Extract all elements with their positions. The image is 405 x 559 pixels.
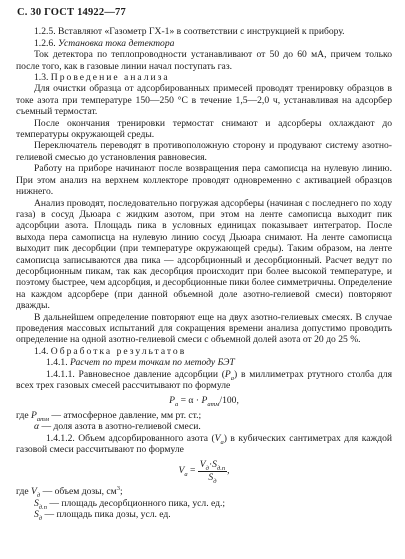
paragraph-1-4-1-1: 1.4.1.1. Равновесное давление адсорбции $(P_a)$ в миллиметрах ртутного столба для всех трех газовых смесей рассчитывают по формуле xyxy=(16,368,392,391)
paragraph-switch: Переключатель переводят в противоположную сторону и продувают систему азотно-гелиевой смесью до установления равновесия. xyxy=(16,140,392,163)
section-title: Расчет по трем точкам по методу БЭТ xyxy=(70,357,235,369)
definition-s-dp: $S_{д.п}$ — площадь десорбционного пика, усл. ед.; xyxy=(34,497,226,511)
formula-fraction: $\frac{V_д\cdot S_{д.п}}{S_д}$ xyxy=(199,459,226,485)
paragraph-1-2-5: 1.2.5. Вставляют «Газометр ГХ-1» в соответствии с инструкцией к прибору. xyxy=(34,26,345,38)
section-number: 1.4. xyxy=(34,345,49,357)
paragraph-1-4-1 xyxy=(16,357,392,368)
page-header: С. 30 ГОСТ 14922—77 xyxy=(17,7,126,18)
section-title: Установка тока детектора xyxy=(58,37,175,49)
section-number: 1.3. xyxy=(34,72,49,84)
definition-s-d: $S_д$ — площадь пика дозы, усл. ед. xyxy=(34,509,171,522)
paragraph-start-work: Работу на приборе начинают после возвращения пера самописца на нулевую линию. При этом анализ на верхнем коллекторе проводят одновременно с активацией образцов нижнего. xyxy=(16,163,392,198)
paragraph-1-4-1-2: 1.4.1.2. Объем адсорбированного азота $(V_a)$ в кубических сантиметрах для каждой газовой смеси рассчитывают по формуле xyxy=(16,432,393,456)
section-number: 1.2.6. xyxy=(34,37,56,49)
section-title: Обработка результатов xyxy=(50,345,187,357)
definition-v-d: где $V_д$ — объем дозы, $см^3$; xyxy=(16,485,123,500)
definition-alpha: α — доля азота в азотно-гелиевой смеси. xyxy=(34,421,201,433)
definition-p-atm: где $P_{атм}$ — атмосферное давление, мм рт. ст.; xyxy=(16,409,202,423)
paragraph-sample-cleaning: Для очистки образца от адсорбированных примесей проводят тренировку образцов в токе азота при температуре 150—250 °С в течение 1,5—2,0 ч, устанавливая на адсорбер съемный термостат. xyxy=(16,83,392,118)
section-title: Проведение анализа xyxy=(50,72,170,84)
paragraph-1-2-6 xyxy=(16,38,392,49)
paragraph-cooling: После окончания тренировки термостат снимают и адсорберы охлаждают до температуры окружающей среды. xyxy=(16,117,392,141)
formula-equilibrium-pressure: $P_a = \alpha \cdot P_{атм}/100$, xyxy=(169,395,239,409)
paragraph-analysis: Анализ проводят, последовательно погружая адсорберы (начиная с последнего по ходу газа) в сосуд Дьюара с жидким азотом, при этом на ленте самописца выходит пик адсорбции азота. Площадь пика в условных единицах показывает интегратор. После выхода пера самописца на нулевую линию сосуд Дьюара снимают. На ленте самописца выходит пик десорбции (при температуре окружающей среды). Таким образом, на ленте самописца записываются два пика — адсорбционный и десорбционный. Расчет ведут по десорбционным пикам, так как десорбция происходит при более высокой температуре, и поэтому быстрее, чем адсорбция, и десорбционные пики более симметричны. Определение на каждом адсорбере (при данной объемной доле азотно-гелиевой смеси) повторяют дважды. xyxy=(16,197,392,312)
paragraph-repeat: В дальнейшем определение повторяют еще на двух азотно-гелиевых смесях. В случае проведения массовых испытаний для сокращения времени анализа допустимо проводить определение на одной азотно-гелиевой смеси с объемной долей азота от 20 до 25 %. xyxy=(16,311,392,346)
paragraph-detector-current: Ток детектора по теплопроводности устанавливают от 50 до 60 мА, причем только после того, как в газовые линии начал поступать газ. xyxy=(16,49,392,72)
paragraph-1-3 xyxy=(16,72,392,83)
formula-adsorbed-volume: $V_a$ = $\frac{V_д\cdot S_{д.п}}{S_д}$ , xyxy=(178,459,230,485)
section-number: 1.4.1. xyxy=(46,357,68,369)
paragraph-1-4 xyxy=(16,346,392,357)
